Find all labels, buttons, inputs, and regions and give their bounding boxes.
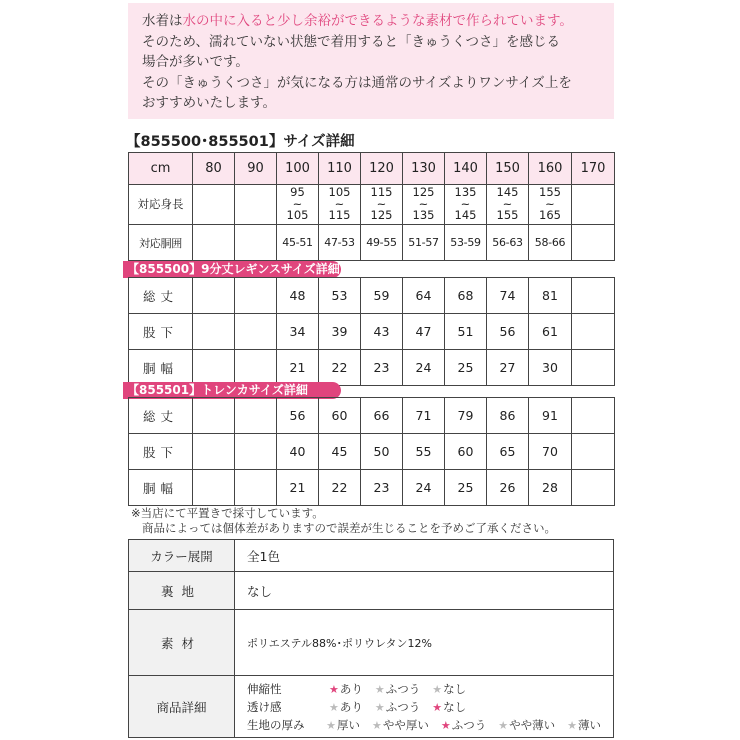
height-bottom: 125 [370, 208, 393, 223]
waist-cell: 58-66 [529, 225, 572, 261]
waist-cell [193, 225, 235, 261]
notice-highlight: 水の中に入ると少し余裕ができるような素材で作られています。 [182, 13, 573, 29]
note-line-1: ※当店にて平置きで採寸しています。 [131, 506, 324, 520]
waist-cell: 53-59 [445, 225, 487, 261]
height-bottom: 135 [412, 208, 435, 223]
notice-line-4: その「きゅうくつさ」が気になる方は通常のサイズよりワンサイズ上を [142, 74, 572, 91]
height-cell [529, 185, 572, 225]
measure-cell: 60 [319, 398, 361, 434]
detail-option [375, 699, 420, 715]
height-tilde: ~ [376, 196, 387, 211]
detail-option [441, 717, 486, 733]
measure-cell [193, 398, 235, 434]
star-icon: ★ [440, 718, 451, 732]
measure-label: 胴幅 [129, 470, 193, 506]
detail-option-text: なし [443, 681, 467, 696]
size-header-cell: 110 [319, 153, 361, 185]
waist-cell: 49-55 [361, 225, 403, 261]
waist-cell: 45-51 [277, 225, 319, 261]
height-top: 155 [539, 185, 561, 200]
measure-cell: 55 [403, 434, 445, 470]
detail-option-text: ふつう [385, 681, 421, 696]
measure-cell: 25 [445, 350, 487, 386]
measure-label: 総丈 [129, 278, 193, 314]
measure-cell: 34 [277, 314, 319, 350]
measure-cell [235, 314, 277, 350]
header-label-cell: cm [129, 153, 193, 185]
measure-cell [235, 350, 277, 386]
height-label: 対応身長 [129, 185, 193, 225]
detail-option-text: あり [339, 681, 363, 696]
measure-cell: 47 [403, 314, 445, 350]
detail-option [432, 699, 466, 715]
lining-label: 裏地 [129, 572, 235, 610]
detail-option [567, 717, 601, 733]
detail-option [329, 699, 363, 715]
measure-cell: 66 [361, 398, 403, 434]
height-top: 115 [370, 185, 393, 200]
detail-option-text: あり [339, 699, 363, 714]
size-header-cell: 140 [445, 153, 487, 185]
spec-table [128, 539, 614, 738]
measure-row [129, 314, 615, 350]
detail-option [329, 681, 363, 697]
measure-cell: 48 [277, 278, 319, 314]
height-bottom: 105 [286, 208, 309, 223]
leggings-banner: 【855500】9分丈レギンスサイズ詳細 [123, 261, 341, 278]
notice-line-3: 場合が多いです。 [142, 54, 249, 70]
measure-cell: 45 [319, 434, 361, 470]
spec-detail-row [129, 676, 614, 738]
size-detail-title: 【855500･855501】サイズ詳細 [126, 134, 355, 150]
measure-cell: 68 [445, 278, 487, 314]
measure-cell: 24 [403, 350, 445, 386]
measure-cell: 91 [529, 398, 572, 434]
height-tilde: ~ [292, 196, 303, 211]
lining-value: なし [235, 572, 614, 610]
measure-cell: 27 [487, 350, 529, 386]
spec-lining-row [129, 572, 614, 610]
height-top: 105 [328, 185, 351, 200]
height-cell [487, 185, 529, 225]
detail-option [498, 717, 555, 733]
notice-line-1: 水着は水の中に入ると少し余裕ができるような素材で作られています。 [142, 13, 573, 29]
waist-cell [572, 225, 615, 261]
measure-cell: 86 [487, 398, 529, 434]
detail-option [326, 717, 360, 733]
detail-option [375, 681, 420, 697]
spec-color-row [129, 540, 614, 572]
height-tilde: ~ [418, 196, 429, 211]
height-row [129, 185, 615, 225]
measure-cell: 28 [529, 470, 572, 506]
detail-key: 伸縮性 [247, 681, 282, 696]
size-header-cell: 150 [487, 153, 529, 185]
measure-cell [193, 470, 235, 506]
detail-key: 透け感 [247, 699, 282, 714]
height-cell [235, 185, 277, 225]
color-value: 全1色 [235, 540, 614, 572]
measure-cell [572, 278, 615, 314]
note-line-2: 商品によっては個体差がありますので誤差が生じることを予めご了承ください。 [142, 521, 556, 535]
height-bottom: 155 [496, 208, 519, 223]
star-icon: ★ [372, 718, 382, 732]
size-header-cell: 90 [235, 153, 277, 185]
height-bottom: 165 [539, 208, 561, 223]
measure-cell: 40 [277, 434, 319, 470]
detail-key: 生地の厚み [247, 717, 305, 732]
measure-cell: 56 [277, 398, 319, 434]
star-icon: ★ [326, 718, 336, 732]
measure-cell: 60 [445, 434, 487, 470]
height-cell [193, 185, 235, 225]
height-cell [361, 185, 403, 225]
measure-cell [235, 434, 277, 470]
height-tilde: ~ [502, 196, 513, 211]
detail-option-text: 厚い [337, 717, 360, 732]
waist-row [129, 225, 615, 261]
detail-option [432, 681, 466, 697]
waist-label: 対応胴囲 [129, 225, 193, 261]
height-tilde: ~ [334, 196, 345, 211]
notice-line-5: おすすめいたします。 [142, 95, 277, 111]
size-header-cell: 170 [572, 153, 615, 185]
measure-cell: 65 [487, 434, 529, 470]
measure-cell: 26 [487, 470, 529, 506]
star-icon: ★ [374, 700, 385, 714]
size-header-cell: 120 [361, 153, 403, 185]
waist-cell: 51-57 [403, 225, 445, 261]
leggings-table [128, 277, 615, 386]
height-top: 95 [290, 185, 305, 200]
height-bottom: 145 [454, 208, 477, 223]
material-label: 素材 [129, 610, 235, 676]
measure-cell [193, 350, 235, 386]
height-tilde: ~ [460, 196, 471, 211]
measure-row [129, 470, 615, 506]
measure-cell: 59 [361, 278, 403, 314]
detail-option-text: なし [443, 699, 467, 714]
height-cell [572, 185, 615, 225]
measure-cell [572, 314, 615, 350]
detail-row [247, 680, 613, 698]
size-header-row [129, 153, 615, 185]
measure-row [129, 278, 615, 314]
measure-cell [193, 434, 235, 470]
star-icon: ★ [432, 682, 443, 696]
measure-cell [193, 314, 235, 350]
star-icon: ★ [432, 700, 443, 714]
measure-label: 股下 [129, 434, 193, 470]
measure-cell: 22 [319, 350, 361, 386]
measure-cell: 50 [361, 434, 403, 470]
measure-cell: 39 [319, 314, 361, 350]
measure-label: 胴幅 [129, 350, 193, 386]
detail-option-text: やや厚い [382, 717, 429, 732]
measure-cell: 79 [445, 398, 487, 434]
height-cell [403, 185, 445, 225]
measure-cell: 70 [529, 434, 572, 470]
height-cell [277, 185, 319, 225]
measure-cell [193, 278, 235, 314]
color-label: カラー展開 [129, 540, 235, 572]
notice-line-2: そのため、濡れていない状態で着用すると「きゅうくつさ」を感じる [142, 33, 560, 50]
trenca-table [128, 397, 615, 506]
height-tilde: ~ [545, 196, 555, 211]
spec-material-row [129, 610, 614, 676]
size-table [128, 152, 615, 261]
detail-option-text: ふつう [385, 699, 421, 714]
measure-cell: 81 [529, 278, 572, 314]
measure-cell: 30 [529, 350, 572, 386]
waist-cell: 56-63 [487, 225, 529, 261]
measure-row [129, 434, 615, 470]
measure-cell: 61 [529, 314, 572, 350]
detail-option-text: 薄い [578, 717, 601, 732]
detail-values [235, 676, 614, 738]
waist-cell [235, 225, 277, 261]
measure-cell: 21 [277, 470, 319, 506]
detail-row [247, 716, 613, 734]
measure-cell: 64 [403, 278, 445, 314]
height-top: 125 [412, 185, 435, 200]
measure-cell [572, 398, 615, 434]
height-bottom: 115 [328, 208, 351, 223]
trenca-banner: 【855501】トレンカサイズ詳細 [123, 382, 341, 399]
measure-label: 股下 [129, 314, 193, 350]
star-icon: ★ [329, 682, 339, 696]
star-icon: ★ [374, 682, 385, 696]
measure-cell: 23 [361, 470, 403, 506]
measure-cell [235, 470, 277, 506]
measure-cell: 23 [361, 350, 403, 386]
measure-cell: 71 [403, 398, 445, 434]
size-header-cell: 100 [277, 153, 319, 185]
notice-box [128, 3, 614, 119]
star-icon: ★ [329, 700, 339, 714]
measure-cell: 25 [445, 470, 487, 506]
measure-cell: 21 [277, 350, 319, 386]
height-cell [319, 185, 361, 225]
detail-option-text: やや薄い [509, 717, 556, 732]
detail-row [247, 698, 613, 716]
detail-option [372, 717, 429, 733]
measure-cell: 24 [403, 470, 445, 506]
height-cell [445, 185, 487, 225]
size-header-cell: 80 [193, 153, 235, 185]
measure-cell [572, 470, 615, 506]
measure-cell [572, 350, 615, 386]
detail-option-text: ふつう [451, 717, 487, 732]
height-top: 135 [454, 185, 477, 200]
measure-cell: 22 [319, 470, 361, 506]
measure-cell: 56 [487, 314, 529, 350]
height-top: 145 [496, 185, 519, 200]
measure-cell: 51 [445, 314, 487, 350]
measure-row [129, 350, 615, 386]
detail-label: 商品詳細 [129, 676, 235, 738]
measure-row [129, 398, 615, 434]
measure-cell: 53 [319, 278, 361, 314]
star-icon: ★ [498, 718, 509, 732]
measure-cell [235, 398, 277, 434]
waist-cell: 47-53 [319, 225, 361, 261]
size-header-cell: 130 [403, 153, 445, 185]
measure-cell: 43 [361, 314, 403, 350]
material-value: ポリエステル88%･ポリウレタン12% [235, 610, 614, 676]
size-header-cell: 160 [529, 153, 572, 185]
measure-cell [235, 278, 277, 314]
measure-cell: 74 [487, 278, 529, 314]
star-icon: ★ [567, 718, 577, 732]
measure-label: 総丈 [129, 398, 193, 434]
measure-cell [572, 434, 615, 470]
